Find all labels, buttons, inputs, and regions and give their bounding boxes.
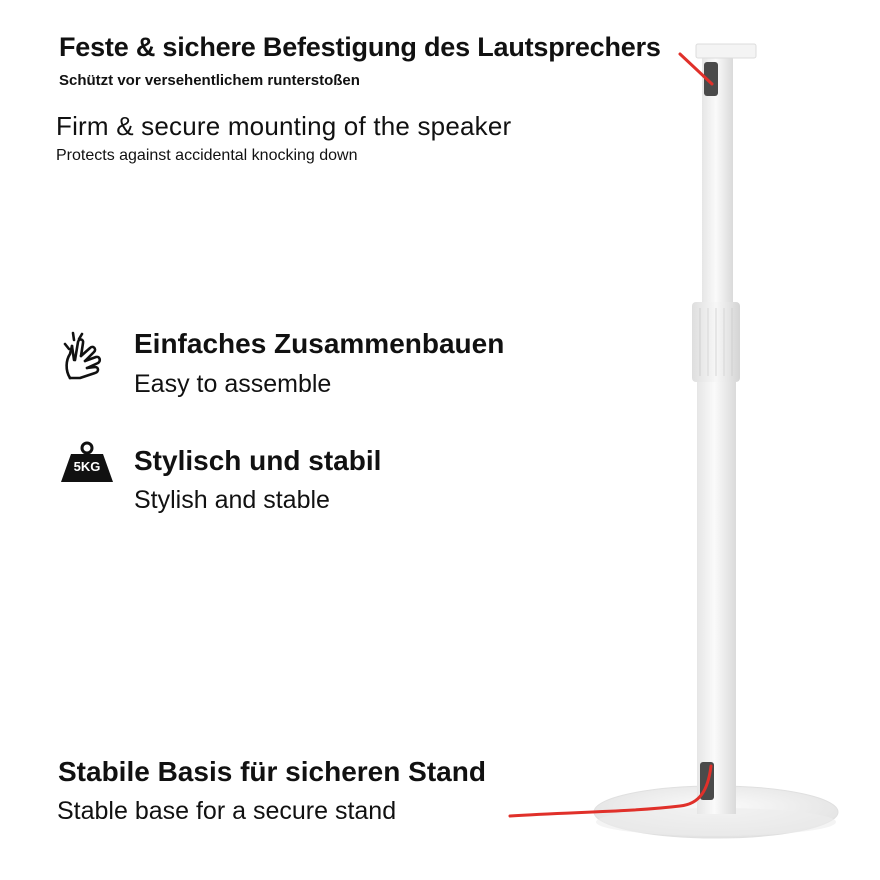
speaker-cable: [510, 54, 712, 816]
base-title-de: Stabile Basis für sicheren Stand: [58, 756, 486, 787]
hand-assemble-icon: [60, 330, 108, 382]
subheadline-de: Schützt vor versehentlichem runterstoßen: [59, 72, 360, 89]
stand-upper-pole: [702, 58, 733, 302]
subheadline-en: Protects against accidental knocking down: [56, 147, 358, 164]
stand-lower-pole: [697, 382, 736, 814]
feature-assemble-title-en: Easy to assemble: [134, 370, 332, 398]
feature-stable-title-de: Stylisch und stabil: [134, 445, 382, 476]
feature-assemble-title-de: Einfaches Zusammenbauen: [134, 328, 505, 359]
base-title-en: Stable base for a secure stand: [57, 797, 397, 825]
speaker-mount-plate: [696, 44, 756, 58]
weight-label: 5KG: [73, 459, 101, 474]
headline-en: Firm & secure mounting of the speaker: [56, 111, 512, 141]
weight-5kg-icon: [59, 440, 115, 484]
feature-stable-title-en: Stylish and stable: [134, 486, 330, 514]
headline-de: Feste & sichere Befestigung des Lautsprechers: [59, 32, 661, 62]
height-adjust-collar: [692, 302, 740, 382]
